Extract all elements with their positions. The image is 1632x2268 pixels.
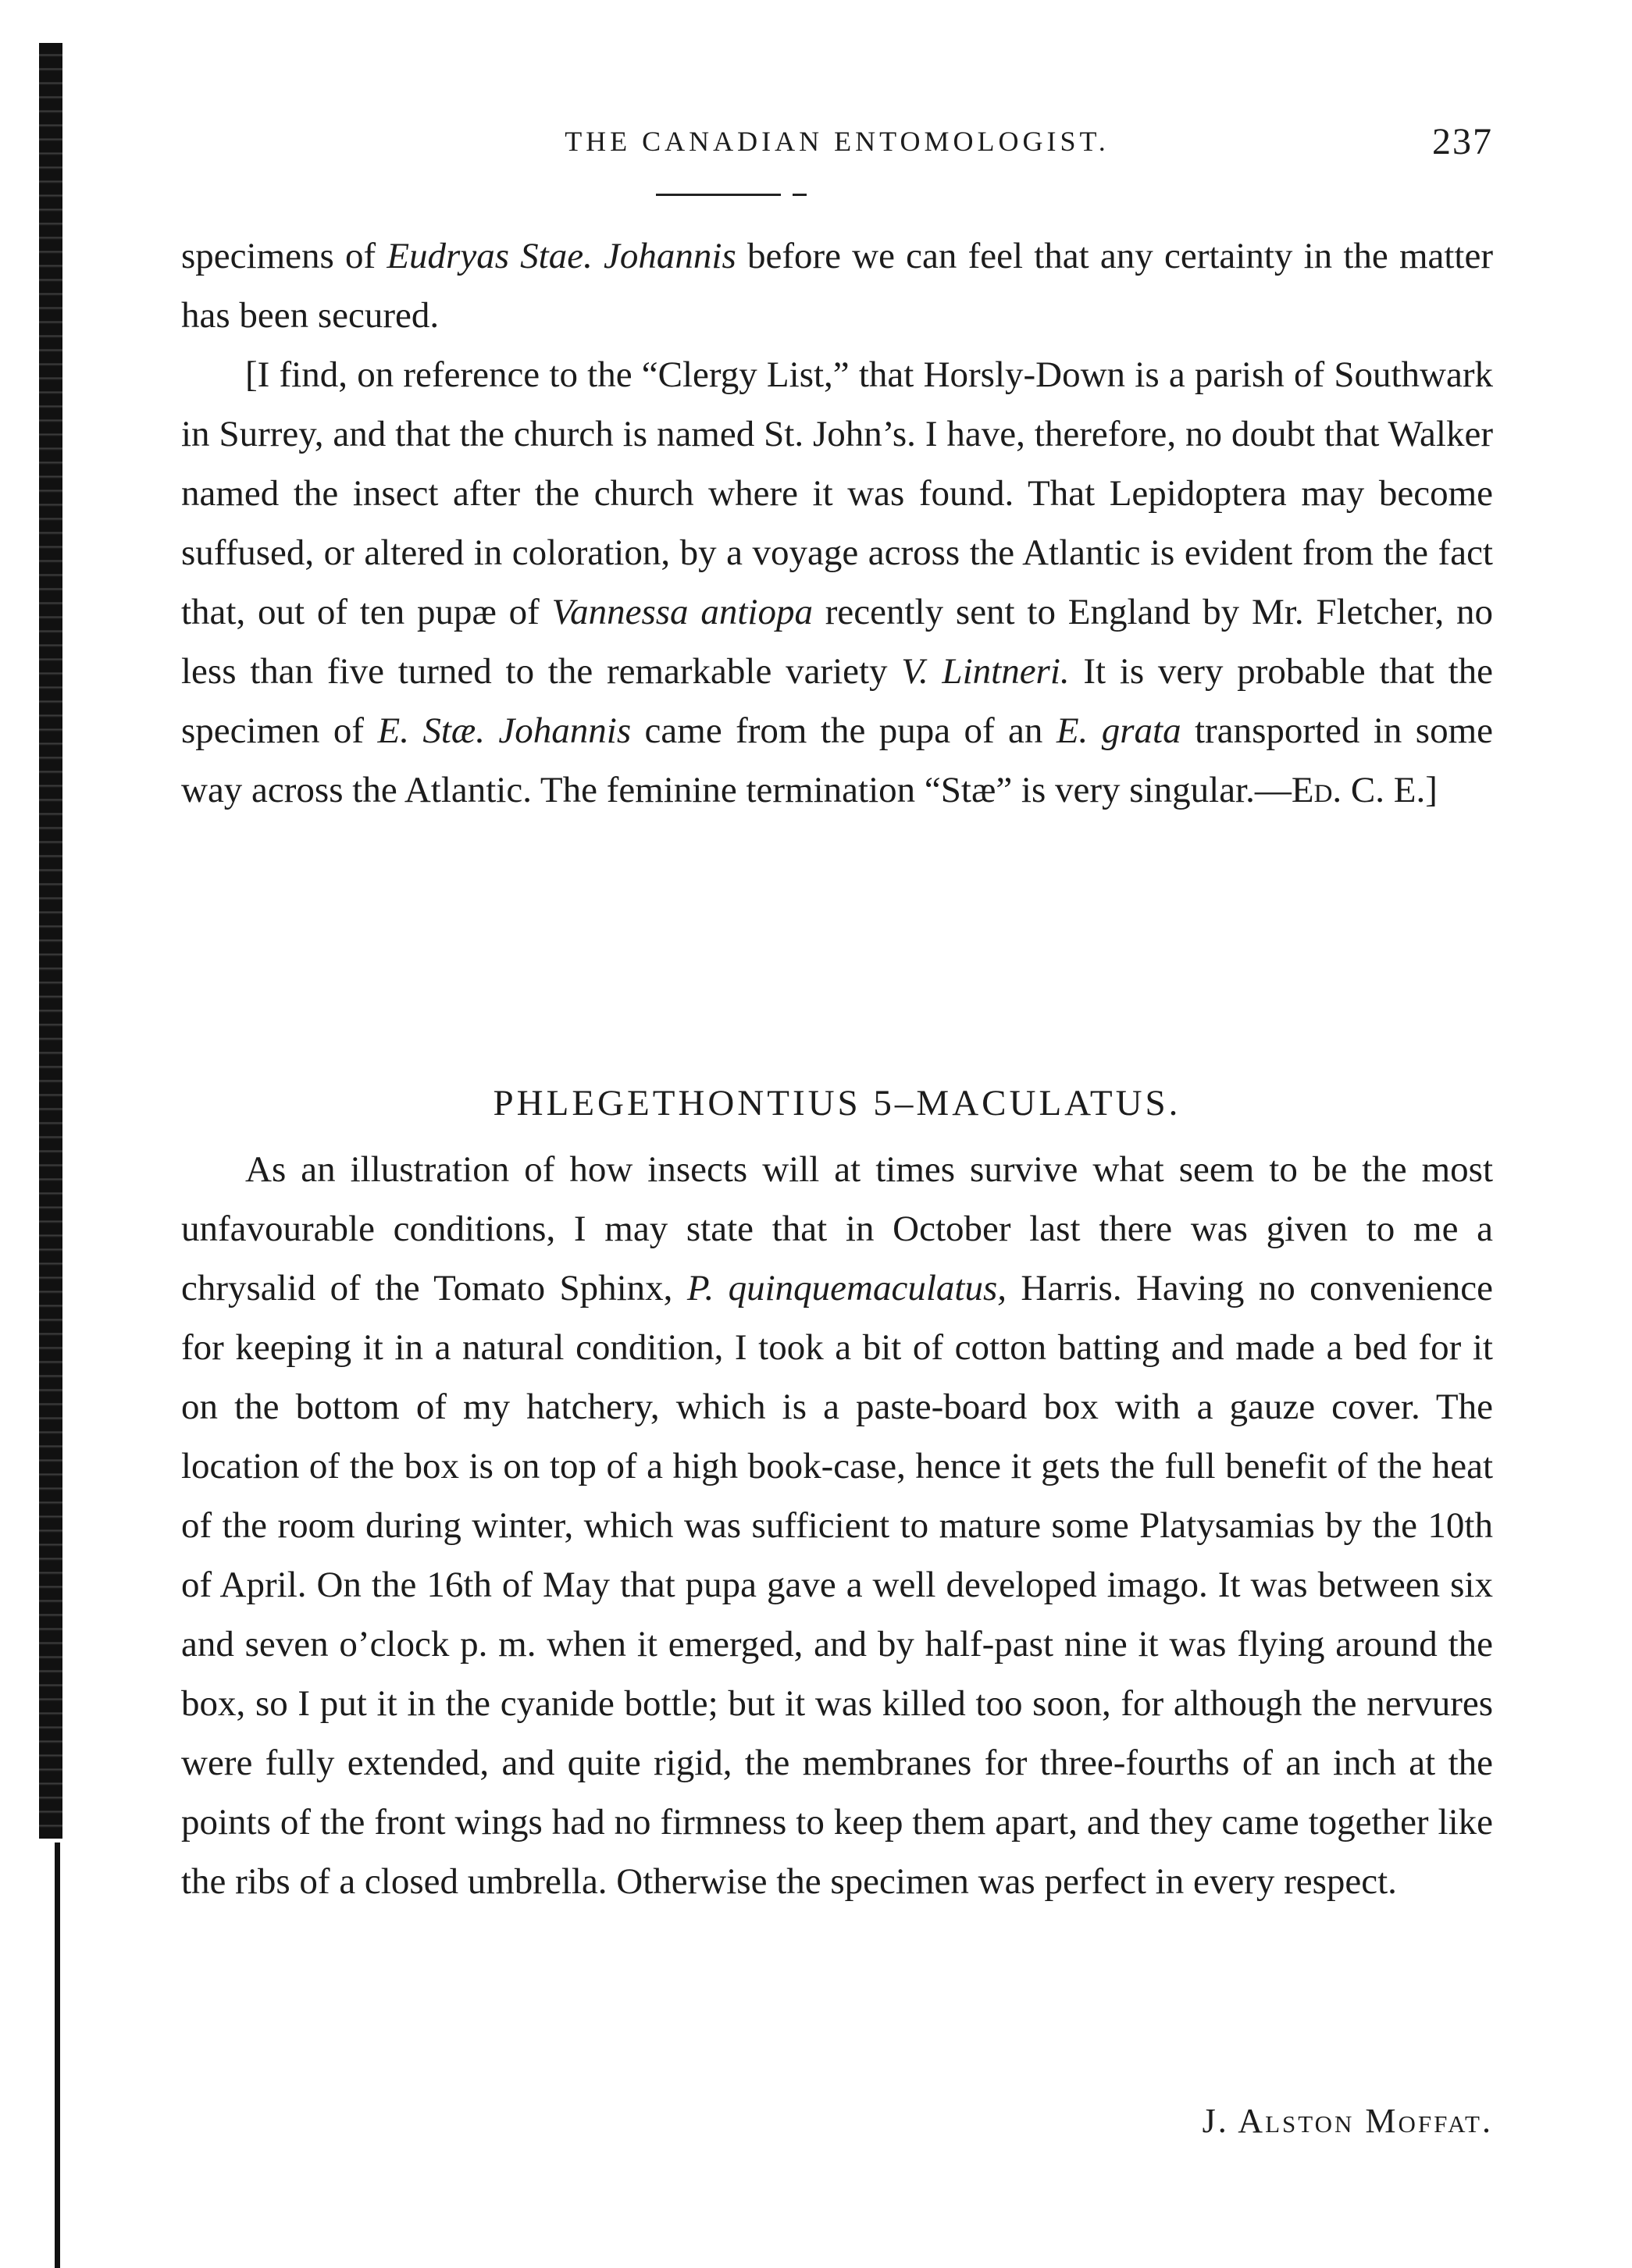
author-signature: J. Alston Moffat. [1202,2102,1493,2140]
header-rule [656,194,781,196]
paragraph-continuation: specimens of Eudryas Stae. Johannis before we can feel that any certainty in the matter has been secured. [181,236,1493,336]
article-paragraph: As an illustration of how insects will at times survive what seem to be the most unfavourable conditions, I may state that in October last there was given to me a chrysalid of the Tomato Sphinx, P. quinquemaculatus, Harris. Having no convenience for keeping it in a natural condition, I took a bit of cotton batting and made a bed for it on the bottom of my hatchery, which is a paste-board box with a gauze cover. The location of the box is on top of a high book-case, hence it gets the full benefit of the heat of the room during winter, which was sufficient to mature some Platysamias by the 10th of April. On the 16th of May that pupa gave a well developed imago. It was between six and seven o’clock p. m. when it emerged, and by half-past nine it was flying around the box, so I put it in the cyanide bottle; but it was killed too soon, for although the nervures were fully extended, and quite rigid, the membranes for three-fourths of an inch at the points of the front wings had no firmness to keep them apart, and they came together like the ribs of a closed umbrella. Otherwise the specimen was perfect in every respect. [181,1149,1493,1902]
editor-signature: Ed. C. E. [1291,770,1426,810]
article-body [181,1140,1493,1911]
page-number: 237 [1432,121,1493,162]
scanned-page-edge [39,43,62,1839]
page-header [181,121,1493,172]
running-head: THE CANADIAN ENTOMOLOGIST. [565,126,1110,157]
article-title: PHLEGETHONTIUS 5–MACULATUS. [493,1083,1181,1123]
editor-note-paragraph: [I find, on reference to the “Clergy List,” that Horsly-Down is a parish of Southwark in Surrey, and that the church is named St. John’s. I have, therefore, no doubt that Walker named the insect after the church where it was found. That Lepidoptera may become suffused, or altered in coloration, by a voyage across the Atlantic is evident from the fact that, out of ten pupæ of Vannessa antiopa recently sent to England by Mr. Fletcher, no less than five turned to the remarkable variety V. Lintneri. It is very probable that the specimen of E. Stæ. Johannis came from the pupa of an E. grata transported in some way across the Atlantic. The feminine termination “Stæ” is very singular.—Ed. C. E.] [181,354,1494,810]
scanned-page-edge-lower [55,1843,60,2268]
header-rule-dash [793,194,807,196]
continued-text [181,226,1493,820]
